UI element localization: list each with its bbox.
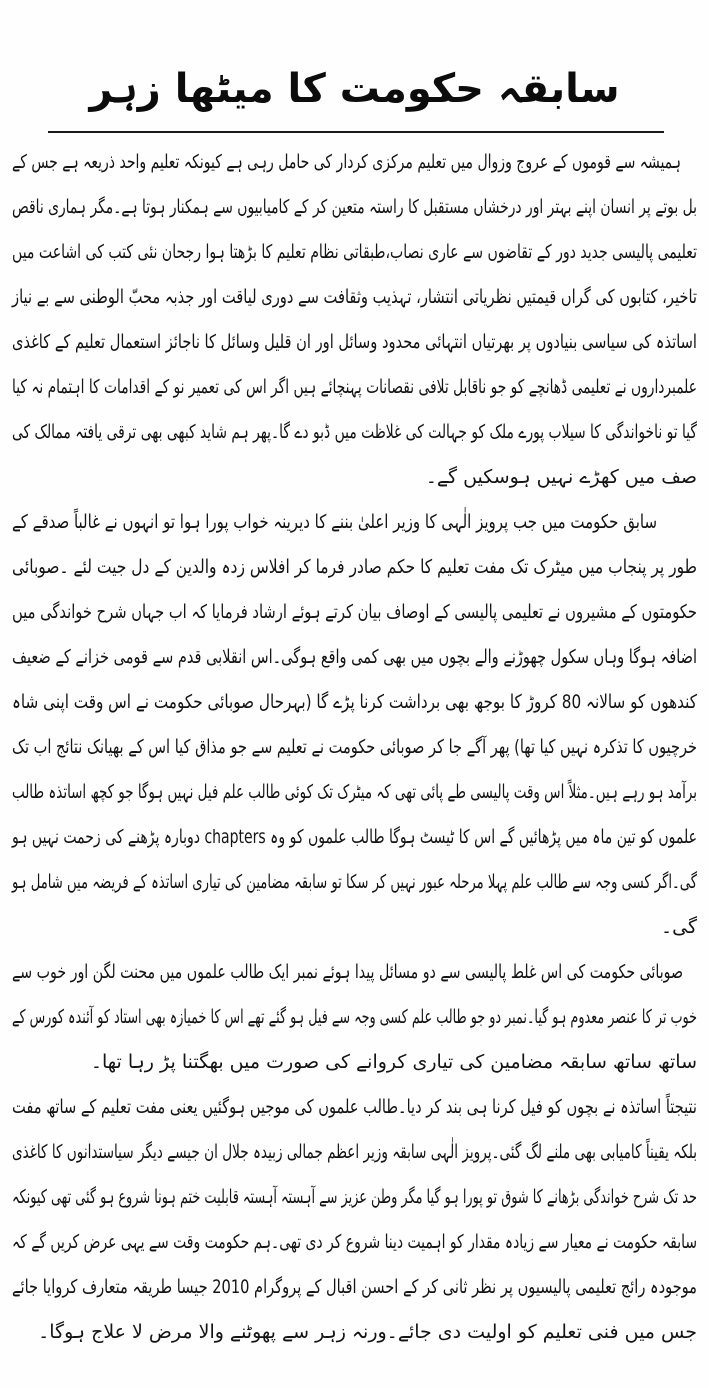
text-line: حکومتوں کے مشیروں نے تعلیمی پالیسی کے اوصاف بیان کرتے ہوئے ارشاد فرمایا کہ اب جہاں شرح خواندگی میں <box>12 601 698 623</box>
text-line: نتیجتاً اساتذہ نے بچوں کو فیل کرنا ہی بند کر دیا۔طالب علموں کی موجیں ہوگئیں یعنی مفت تعلیم کے ساتھ مفت <box>12 1096 697 1118</box>
text-line: بل بوتے پر انسان اپنے بہتر اور درخشاں مستقبل کا راستہ متعین کر کے کامیابیوں سے ہمکنار ہوتا ہے۔مگر ہماری ناقص <box>11 196 697 218</box>
text-line: بلکہ یقیناً کامیابی بھی ملنے لگ گئی۔پرویز الٰہی سابقہ وزیر اعظم جمالی زبیدہ جلال ان جیسے دیگر سیاستدانوں کا کاغذی <box>11 1141 697 1163</box>
article-title: سابقہ حکومت کا میٹھا زہر <box>89 66 620 112</box>
text-line: گی۔اگر کسی وجہ سے طالب علم پہلا مرحلہ عبور نہیں کر سکا تو سابقہ مضامین کی تیاری اساتذہ کے فریضہ میں شامل ہو <box>12 871 697 893</box>
text-line: کندھوں کو سالانہ 80 کروڑ کا بوجھ بھی برداشت کرنا پڑے گا (بہرحال صوبائی حکومت نے اس وقت اپنی شاہ <box>12 691 697 713</box>
title-divider <box>48 131 664 133</box>
text-line: علموں کو تین ماہ میں پڑھائیں گے اس کا ٹیسٹ ہوگا طالب علموں کو وہ chapters دوبارہ پڑھنے کی زحمت نہیں ہو <box>12 826 697 848</box>
text-line: جس میں فنی تعلیم کو اولیت دی جائے۔ورنہ زہر سے پھوٹنے والا مرض لا علاج ہوگا۔ <box>38 1321 697 1343</box>
text-line: برآمد ہو رہے ہیں۔مثلاً اس وقت پالیسی طے پائی تھی کہ میٹرک تک کوئی طالب علم فیل نہیں ہوگا جو کچھ اساتذہ طالب <box>11 781 697 803</box>
text-line: اضافہ ہوگا وہاں سکول چھوڑنے والے بچوں میں بھی کمی واقع ہوگی۔اس انقلابی قدم سے قومی خزانے کے ضعیف <box>12 646 698 668</box>
text-line: ہمیشہ سے قوموں کے عروج وزوال میں تعلیم مرکزی کردار کی حامل رہی ہے کیونکہ تعلیم واحد ذریعہ ہے جس کے <box>12 151 682 173</box>
text-line: تعلیمی پالیسی جدید دور کے تقاضوں سے عاری نصاب،طبقاتی نظام تعلیم کا بڑھتا ہوا رجحان نئی کتب کی اشاعت میں <box>12 241 698 263</box>
paragraph-3 <box>12 950 697 1085</box>
text-line: سابق حکومت میں جب پرویز الٰہی کا وزیر اعلیٰ بننے کا دیرینہ خواب پورا ہوا تو انہوں نے غالباً صدقے کے <box>11 511 657 533</box>
text-line: تاخیر، کتابوں کی گراں قیمتیں نظریاتی انتشار، تہذیب وثقافت سے دوری لیاقت اور جذبہ محبّ الوطنی سے بے نیاز <box>12 286 697 308</box>
text-line: علمبرداروں نے تعلیمی ڈھانچے کو جو ناقابل تلافی نقصانات پہنچائے ہیں اگر اس کی تعمیر نو کے اقدامات کا اہتمام نہ کیا <box>11 376 697 398</box>
text-line: گی۔ <box>660 916 697 938</box>
text-line: ساتھ ساتھ سابقہ مضامین کی تیاری کروانے کی صورت میں بھگتنا پڑ رہا تھا۔ <box>90 1051 697 1073</box>
article-body <box>12 140 697 1355</box>
text-line: طور پر پنجاب میں میٹرک تک مفت تعلیم کا حکم صادر فرما کر افلاس زدہ والدین کے دل جیت لئے ۔صوبائی <box>11 556 697 578</box>
text-line: سابقہ حکومت نے معیار سے زیادہ مقدار کو اہمیت دینا شروع کر دی تھی۔ہم حکومت وقت سے یہی عرض کریں گے کہ <box>12 1231 698 1253</box>
text-line: صف میں کھڑے نہیں ہوسکیں گے۔ <box>425 466 697 488</box>
paragraph-2 <box>12 500 697 950</box>
text-line: خرچیوں کا تذکرہ نہیں کیا تھا) پھر آگے جا کر صوبائی حکومت نے تعلیم سے جو مذاق کیا اس کے بھیانک نتائج اب تک <box>11 736 697 758</box>
text-line: اساتذہ کی سیاسی بنیادوں پر بھرتیاں انتہائی محدود وسائل اور ان قلیل وسائل کا ناجائز استعمال تعلیم کے کاغذی <box>12 331 698 353</box>
text-line: حد تک شرح خواندگی بڑھانے کا شوق تو پورا ہو گیا مگر وطن عزیز سے آہستہ آہستہ قابلیت ختم ہونا شروع ہو گئی تھی کیونکہ <box>11 1186 697 1208</box>
text-line: گیا تو ناخواندگی کا سیلاب پورے ملک کو جہالت کی غلاظت میں ڈبو دے گا۔پھر ہم شاید کبھی بھی ترقی یافتہ ممالک کی <box>12 421 697 443</box>
text-line: صوبائی حکومت کی اس غلط پالیسی سے دو مسائل پیدا ہوئے نمبر ایک طالب علموں میں محنت لگن اور خوب سے <box>12 961 683 983</box>
paragraph-4 <box>12 1085 697 1355</box>
text-line: موجودہ رائج تعلیمی پالیسیوں پر نظر ثانی کر کے احسن اقبال کے پروگرام 2010 جیسا طریقہ متعارف کروایا جائے <box>12 1276 698 1298</box>
paragraph-1 <box>12 140 697 500</box>
text-line: خوب تر کا عنصر معدوم ہو گیا۔نمبر دو جو طالب علم کسی وجہ سے فیل ہو گئے تھے اس کا خمیازہ بھی استاد کو آئندہ کورس کے <box>12 1006 698 1028</box>
